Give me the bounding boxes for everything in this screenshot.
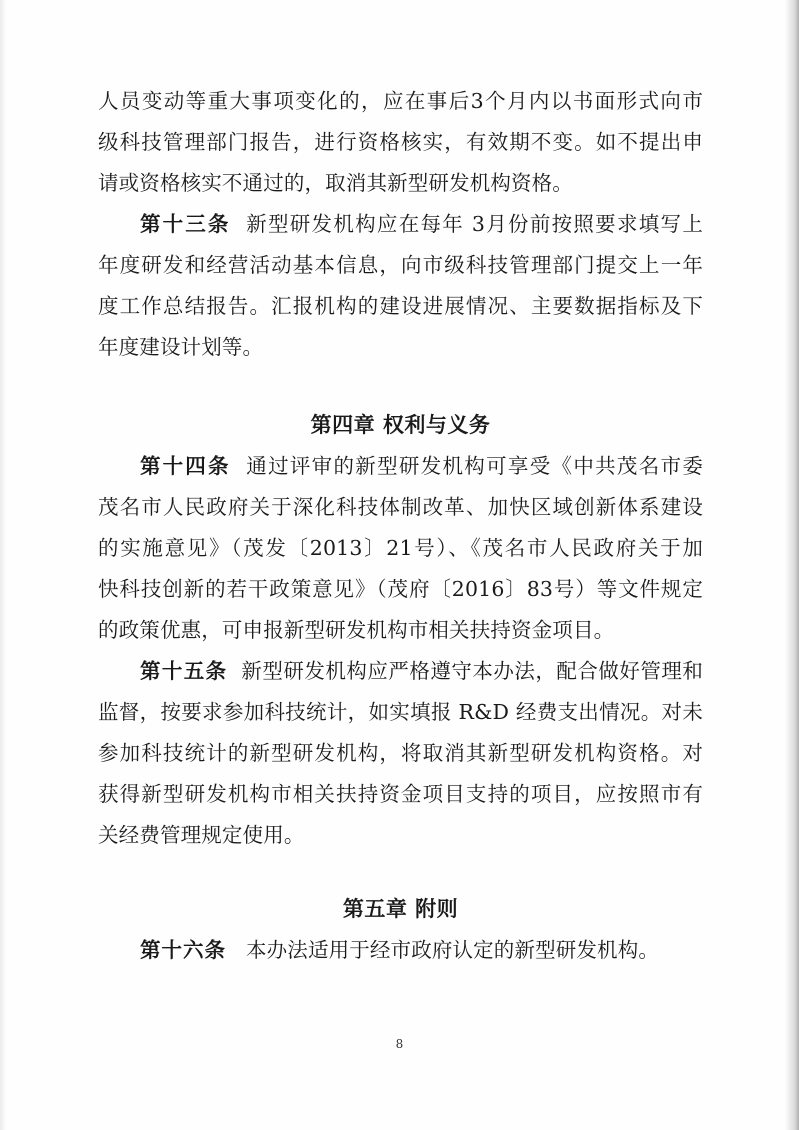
article-13-first-line — [98, 204, 703, 245]
text-line: 的政策优惠，可申报新型研发机构市相关扶持资金项目。 — [98, 618, 615, 642]
text-span: 新型研发机构应严格遵守本办法，配合做好管理和 — [241, 659, 703, 683]
text-span: 本办法适用于经市政府认定的新型研发机构。 — [246, 938, 659, 962]
body-text — [98, 81, 703, 971]
text-line: 请或资格核实不通过的，取消其新型研发机构资格。 — [98, 171, 573, 195]
article-15-first-line — [98, 651, 703, 692]
article-14-first-line — [98, 446, 703, 487]
page-number: 8 — [395, 1037, 404, 1051]
text-span: 通过评审的新型研发机构可享受《中共茂名市委 — [246, 454, 703, 478]
text-line: 获得新型研发机构市相关扶持资金项目支持的项目，应按照市有 — [98, 782, 703, 806]
text-span: 新型研发机构应在每年 3月份前按照要求填写上 — [246, 212, 703, 236]
text-line: 年度研发和经营活动基本信息，向市级科技管理部门提交上一年 — [98, 253, 703, 277]
text-line: 人员变动等重大事项变化的，应在事后3个月内以书面形式向市 — [98, 89, 703, 113]
article-14-label: 第十四条 — [140, 454, 231, 478]
spacer — [98, 368, 703, 405]
chapter-5-heading: 第五章 附则 — [342, 897, 459, 921]
scan-left-shadow — [0, 0, 6, 1130]
article-15-label: 第十五条 — [140, 659, 228, 683]
scan-edge-shadow — [785, 0, 799, 1130]
article-13-label: 第十三条 — [140, 212, 231, 236]
text-line: 年度建设计划等。 — [98, 335, 264, 359]
text-line: 茂名市人民政府关于深化科技体制改革、加快区域创新体系建设 — [98, 495, 703, 519]
article-16-label: 第十六条 — [140, 938, 226, 962]
text-line: 度工作总结报告。汇报机构的建设进展情况、主要数据指标及下 — [98, 294, 703, 318]
spacer — [98, 856, 703, 889]
text-line: 监督，按要求参加科技统计，如实填报 R&D 经费支出情况。对未 — [98, 700, 703, 724]
text-line: 级科技管理部门报告，进行资格核实，有效期不变。如不提出申 — [98, 130, 703, 154]
text-line: 参加科技统计的新型研发机构，将取消其新型研发机构资格。对 — [98, 741, 703, 765]
text-line: 关经费管理规定使用。 — [98, 823, 305, 847]
text-line: 的实施意见》（茂发〔2013〕21号）、《茂名市人民政府关于加 — [98, 536, 703, 560]
chapter-4-heading: 第四章 权利与义务 — [310, 413, 491, 437]
article-16-first-line — [98, 930, 703, 971]
text-line: 快科技创新的若干政策意见》（茂府〔2016〕83号）等文件规定 — [98, 577, 703, 601]
